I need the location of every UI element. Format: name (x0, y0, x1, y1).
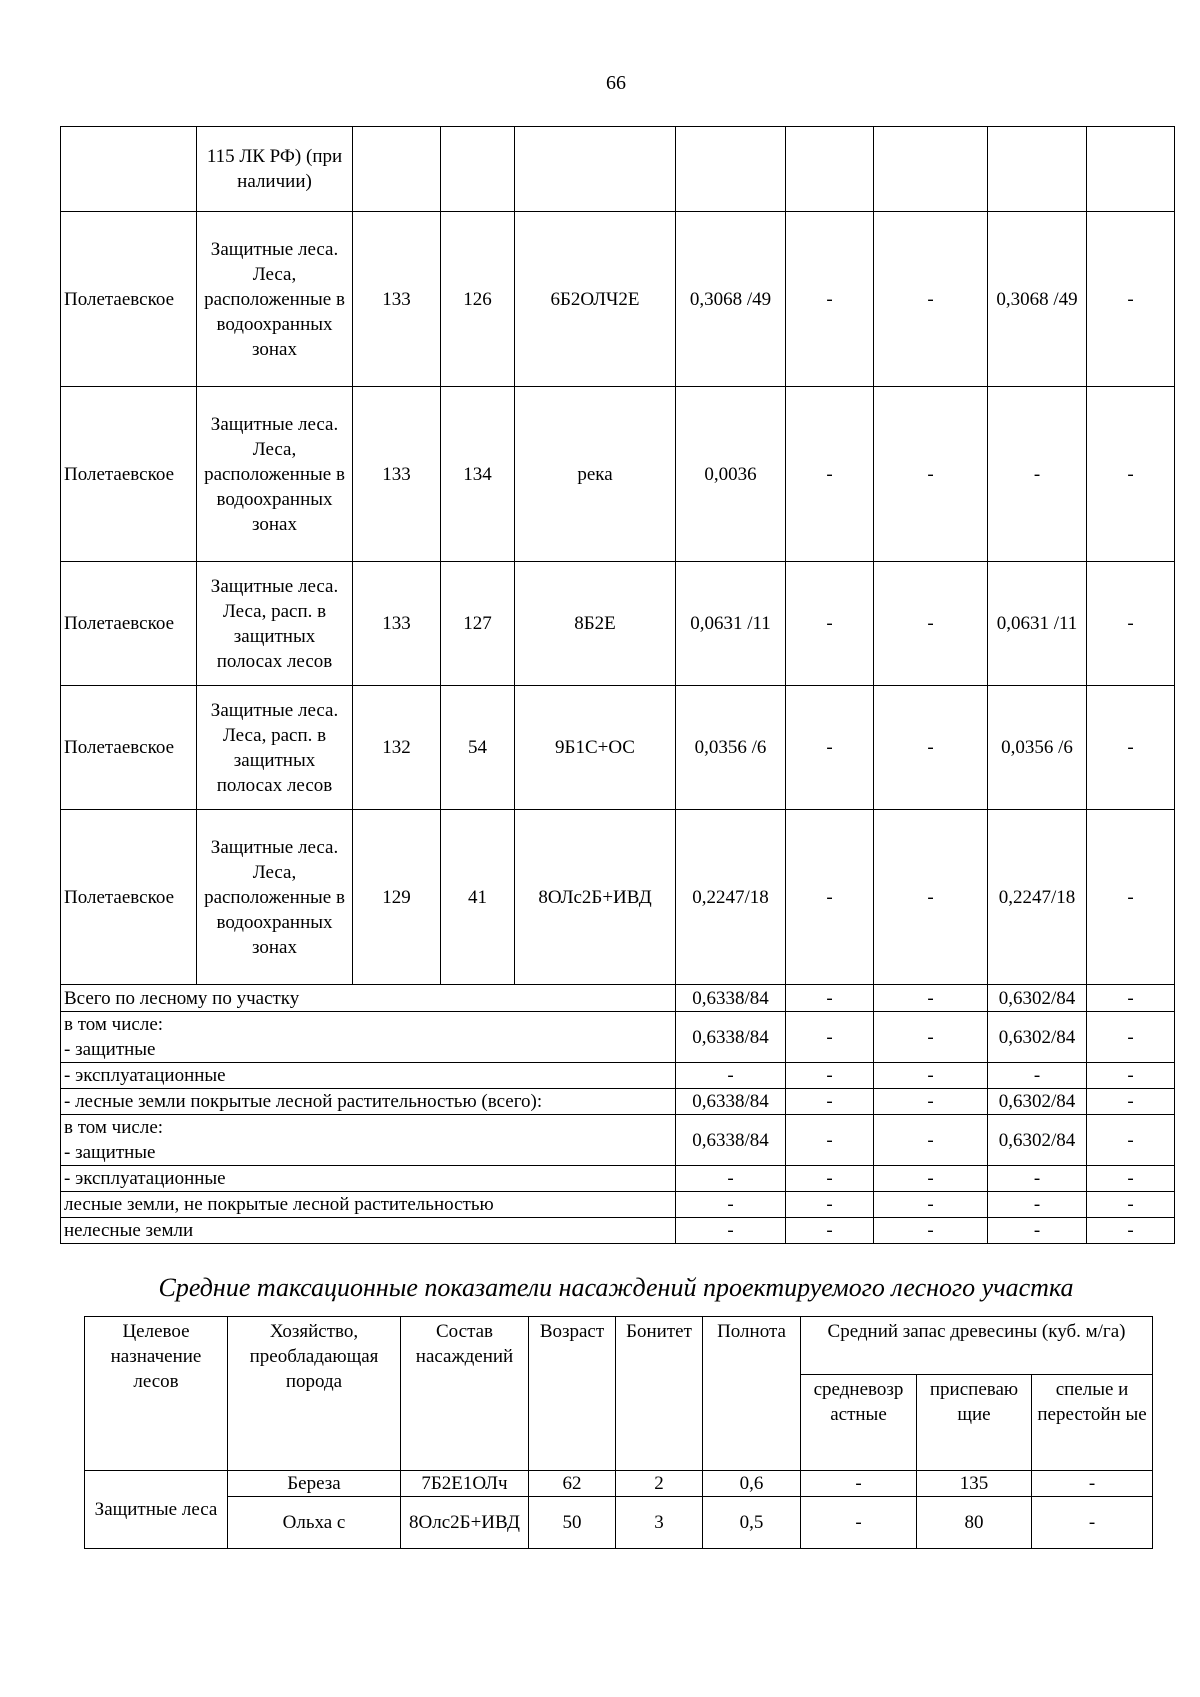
summary-label: Всего по лесному по участку (61, 985, 676, 1012)
value-cell: - (1087, 562, 1175, 686)
area-cell: - (676, 1192, 786, 1218)
table-row (85, 1497, 1153, 1549)
forestry-cell: Полетаевское (61, 686, 197, 810)
section-caption: Средние таксационные показатели насаждений проектируемого лесного участка (158, 1273, 1074, 1302)
area-cell: 0,0356 /6 (676, 686, 786, 810)
forestry-cell: Полетаевское (61, 810, 197, 985)
kvartal-cell: 133 (353, 387, 441, 562)
zone-cell: Защитные леса. Леса, расположенные в водоохранных зонах (197, 387, 353, 562)
page-number: 66 (606, 72, 626, 94)
taxation-table (84, 1316, 1153, 1549)
value-cell: - (786, 212, 874, 387)
kvartal-cell: 129 (353, 810, 441, 985)
value-cell: - (874, 810, 988, 985)
forestry-cell: Полетаевское (61, 562, 197, 686)
value-cell: - (988, 1063, 1087, 1089)
value-cell: 0,0356 /6 (988, 686, 1087, 810)
summary-label-line: в том числе: (64, 1117, 164, 1138)
ripening-cell: 80 (917, 1497, 1032, 1549)
value-cell: 0,6302/84 (988, 1012, 1087, 1063)
header-composition: Состав насаждений (401, 1317, 529, 1471)
summary-row (61, 1063, 1175, 1089)
summary-label (61, 1115, 676, 1166)
summary-row (61, 1218, 1175, 1244)
value-cell: - (786, 1218, 874, 1244)
value-cell: - (1087, 985, 1175, 1012)
value-cell: - (786, 1166, 874, 1192)
value-cell: - (1087, 686, 1175, 810)
summary-label: - эксплуатационные (61, 1063, 676, 1089)
summary-row (61, 1166, 1175, 1192)
mid-age-cell: - (801, 1471, 917, 1497)
table-row (61, 810, 1175, 985)
area-cell: 0,3068 /49 (676, 212, 786, 387)
summary-row (61, 1089, 1175, 1115)
mature-cell: - (1032, 1497, 1153, 1549)
summary-row (61, 1192, 1175, 1218)
zone-cell: 115 ЛК РФ) (при наличии) (197, 127, 353, 212)
area-cell: 0,6338/84 (676, 985, 786, 1012)
value-cell: - (874, 1063, 988, 1089)
mid-age-cell: - (801, 1497, 917, 1549)
value-cell: - (786, 1089, 874, 1115)
value-cell: - (1087, 212, 1175, 387)
summary-row (61, 985, 1175, 1012)
header-density: Полнота (703, 1317, 801, 1471)
kvartal-cell: 132 (353, 686, 441, 810)
continuation-row (61, 127, 1175, 212)
value-cell: - (988, 1218, 1087, 1244)
vydel-cell: 127 (441, 562, 515, 686)
summary-label: лесные земли, не покрытые лесной растительностью (61, 1192, 676, 1218)
summary-label: - эксплуатационные (61, 1166, 676, 1192)
value-cell: 0,3068 /49 (988, 212, 1087, 387)
value-cell: - (786, 387, 874, 562)
composition-cell: 8ОЛс2Б+ИВД (515, 810, 676, 985)
area-cell: - (676, 1166, 786, 1192)
kvartal-cell: 133 (353, 562, 441, 686)
summary-label: - лесные земли покрытые лесной растительностью (всего): (61, 1089, 676, 1115)
header-economy: Хозяйство, преобладающая порода (228, 1317, 401, 1471)
header-mid-age: средневозр астные (801, 1375, 917, 1471)
value-cell: - (786, 562, 874, 686)
value-cell: - (874, 1218, 988, 1244)
value-cell: - (874, 387, 988, 562)
value-cell: 0,6302/84 (988, 1115, 1087, 1166)
value-cell: - (786, 810, 874, 985)
density-cell: 0,5 (703, 1497, 801, 1549)
value-cell: - (1087, 1166, 1175, 1192)
value-cell: 0,2247/18 (988, 810, 1087, 985)
header-ripening: приспеваю щие (917, 1375, 1032, 1471)
mature-cell: - (1032, 1471, 1153, 1497)
value-cell: - (786, 686, 874, 810)
area-cell: 0,6338/84 (676, 1089, 786, 1115)
composition-cell: 7Б2Е1ОЛч (401, 1471, 529, 1497)
table-row (61, 212, 1175, 387)
header-age: Возраст (529, 1317, 616, 1471)
zone-cell: Защитные леса. Леса, расп. в защитных полосах лесов (197, 686, 353, 810)
table-row (61, 387, 1175, 562)
value-cell: 0,6302/84 (988, 985, 1087, 1012)
value-cell: - (874, 1192, 988, 1218)
composition-cell: 9Б1С+ОС (515, 686, 676, 810)
value-cell: - (786, 1063, 874, 1089)
age-cell: 50 (529, 1497, 616, 1549)
value-cell: - (874, 686, 988, 810)
area-cell: 0,6338/84 (676, 1115, 786, 1166)
table-row (61, 686, 1175, 810)
area-cell: 0,2247/18 (676, 810, 786, 985)
ripening-cell: 135 (917, 1471, 1032, 1497)
composition-cell: 6Б2ОЛЧ2Е (515, 212, 676, 387)
area-cell: - (676, 1218, 786, 1244)
header-stock: Средний запас древесины (куб. м/га) (801, 1317, 1153, 1375)
group-cell: Защитные леса (85, 1471, 228, 1549)
density-cell: 0,6 (703, 1471, 801, 1497)
area-cell: 0,6338/84 (676, 1012, 786, 1063)
value-cell: - (988, 1192, 1087, 1218)
bonitet-cell: 3 (616, 1497, 703, 1549)
summary-row (61, 1115, 1175, 1166)
zone-cell: Защитные леса. Леса, расположенные в водоохранных зонах (197, 212, 353, 387)
forestry-cell: Полетаевское (61, 387, 197, 562)
value-cell: - (1087, 1192, 1175, 1218)
value-cell: - (1087, 1063, 1175, 1089)
value-cell: - (874, 985, 988, 1012)
value-cell: - (874, 1115, 988, 1166)
value-cell: 0,0631 /11 (988, 562, 1087, 686)
species-cell: Береза (228, 1471, 401, 1497)
summary-label-line: в том числе: (64, 1014, 164, 1035)
age-cell: 62 (529, 1471, 616, 1497)
header-mature: спелые и перестойн ые (1032, 1375, 1153, 1471)
composition-cell: река (515, 387, 676, 562)
table-row (85, 1471, 1153, 1497)
forest-plot-table (60, 126, 1175, 1244)
value-cell: - (874, 1166, 988, 1192)
header-row (85, 1317, 1153, 1375)
forestry-cell: Полетаевское (61, 212, 197, 387)
area-cell: 0,0631 /11 (676, 562, 786, 686)
summary-label: нелесные земли (61, 1218, 676, 1244)
bonitet-cell: 2 (616, 1471, 703, 1497)
value-cell: - (786, 1192, 874, 1218)
value-cell: 0,6302/84 (988, 1089, 1087, 1115)
value-cell: - (786, 1012, 874, 1063)
vydel-cell: 54 (441, 686, 515, 810)
value-cell: - (874, 1089, 988, 1115)
summary-label (61, 1012, 676, 1063)
table-row (61, 562, 1175, 686)
zone-cell: Защитные леса. Леса, расположенные в водоохранных зонах (197, 810, 353, 985)
value-cell: - (1087, 387, 1175, 562)
value-cell: - (1087, 1115, 1175, 1166)
value-cell: - (874, 1012, 988, 1063)
area-cell: 0,0036 (676, 387, 786, 562)
value-cell: - (786, 1115, 874, 1166)
vydel-cell: 134 (441, 387, 515, 562)
composition-cell: 8Б2Е (515, 562, 676, 686)
summary-label-line: - защитные (64, 1039, 156, 1060)
header-purpose: Целевое назначение лесов (85, 1317, 228, 1471)
value-cell: - (988, 387, 1087, 562)
value-cell: - (1087, 810, 1175, 985)
vydel-cell: 126 (441, 212, 515, 387)
value-cell: - (1087, 1218, 1175, 1244)
composition-cell: 8Олс2Б+ИВД (401, 1497, 529, 1549)
summary-label-line: - защитные (64, 1142, 156, 1163)
species-cell: Ольха с (228, 1497, 401, 1549)
value-cell: - (786, 985, 874, 1012)
vydel-cell: 41 (441, 810, 515, 985)
value-cell: - (874, 562, 988, 686)
value-cell: - (1087, 1012, 1175, 1063)
area-cell: - (676, 1063, 786, 1089)
value-cell: - (874, 212, 988, 387)
value-cell: - (988, 1166, 1087, 1192)
value-cell: - (1087, 1089, 1175, 1115)
kvartal-cell: 133 (353, 212, 441, 387)
summary-row (61, 1012, 1175, 1063)
zone-cell: Защитные леса. Леса, расп. в защитных полосах лесов (197, 562, 353, 686)
header-bonitet: Бонитет (616, 1317, 703, 1471)
